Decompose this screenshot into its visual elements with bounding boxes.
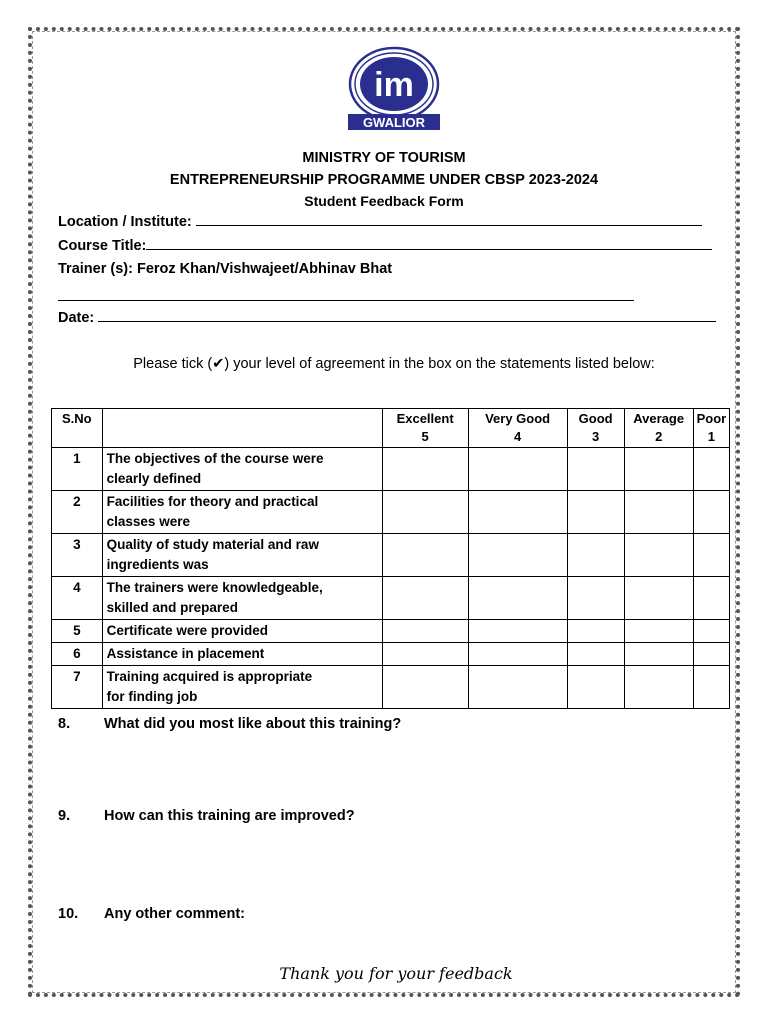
rating-cell-average[interactable] — [624, 620, 693, 643]
date-label: Date: — [58, 310, 95, 326]
logo-monogram: im — [374, 66, 414, 104]
question-9 — [58, 808, 355, 824]
rating-cell-poor[interactable] — [693, 643, 729, 666]
rating-cell-average[interactable] — [624, 666, 693, 709]
location-field[interactable] — [58, 213, 702, 230]
date-field[interactable] — [58, 309, 716, 326]
rating-cell-good[interactable] — [567, 534, 624, 577]
rating-cell-excellent[interactable] — [382, 666, 468, 709]
header-very-good: Very Good 4 — [468, 409, 567, 448]
rating-cell-very-good[interactable] — [468, 620, 567, 643]
rating-cell-average[interactable] — [624, 534, 693, 577]
rating-cell-excellent[interactable] — [382, 491, 468, 534]
location-label: Location / Institute: — [58, 214, 192, 230]
feedback-table — [51, 408, 730, 709]
header-programme: ENTREPRENEURSHIP PROGRAMME UNDER CBSP 2023-2024 — [169, 172, 599, 188]
institute-logo — [346, 46, 442, 132]
trainer-blank[interactable] — [58, 300, 634, 301]
logo-text: GWALIOR — [362, 115, 426, 130]
location-blank[interactable] — [196, 213, 702, 226]
table-row — [52, 491, 730, 534]
rating-cell-very-good[interactable] — [468, 448, 567, 491]
header-poor: Poor 1 — [693, 409, 729, 448]
rating-cell-excellent[interactable] — [382, 577, 468, 620]
instruction-text: Please tick (✔) your level of agreement in the box on the statements listed below: — [133, 356, 655, 372]
header-good: Good 3 — [567, 409, 624, 448]
question-text: What did you most like about this training? — [104, 716, 402, 732]
rating-cell-excellent[interactable] — [382, 534, 468, 577]
rating-cell-very-good[interactable] — [468, 534, 567, 577]
rating-cell-excellent[interactable] — [382, 620, 468, 643]
header-sno: S.No — [52, 409, 103, 448]
question-text: How can this training are improved? — [104, 808, 355, 824]
rating-cell-poor[interactable] — [693, 491, 729, 534]
row-sno: 7 — [52, 666, 103, 709]
row-sno: 5 — [52, 620, 103, 643]
question-text: Any other comment: — [104, 906, 245, 922]
row-sno: 4 — [52, 577, 103, 620]
table-row — [52, 643, 730, 666]
question-8 — [58, 716, 401, 732]
rating-cell-poor[interactable] — [693, 620, 729, 643]
row-sno: 3 — [52, 534, 103, 577]
header-statement — [102, 409, 382, 448]
rating-cell-poor[interactable] — [693, 534, 729, 577]
rating-cell-poor[interactable] — [693, 448, 729, 491]
rating-cell-good[interactable] — [567, 448, 624, 491]
row-sno: 2 — [52, 491, 103, 534]
question-number: 8. — [58, 716, 71, 732]
table-row — [52, 577, 730, 620]
thank-you-footer: Thank you for your feedback — [279, 964, 513, 983]
table-row — [52, 534, 730, 577]
course-label: Course Title: — [58, 238, 147, 254]
rating-cell-excellent[interactable] — [382, 643, 468, 666]
trainer-label: Trainer (s): Feroz Khan/Vishwajeet/Abhinav Bhat — [58, 261, 393, 277]
row-statement: Assistance in placement — [102, 643, 382, 666]
rating-cell-good[interactable] — [567, 577, 624, 620]
course-field[interactable] — [58, 237, 712, 254]
rating-cell-very-good[interactable] — [468, 643, 567, 666]
table-header-row — [52, 409, 730, 448]
header-ministry: MINISTRY OF TOURISM — [302, 150, 466, 166]
row-statement: Certificate were provided — [102, 620, 382, 643]
row-statement: Quality of study material and raw ingredients was — [102, 534, 382, 577]
rating-cell-very-good[interactable] — [468, 491, 567, 534]
course-blank[interactable] — [146, 237, 712, 250]
rating-cell-average[interactable] — [624, 448, 693, 491]
rating-cell-average[interactable] — [624, 577, 693, 620]
rating-cell-very-good[interactable] — [468, 666, 567, 709]
row-statement: The objectives of the course were clearly defined — [102, 448, 382, 491]
table-row — [52, 448, 730, 491]
row-statement: Facilities for theory and practical classes were — [102, 491, 382, 534]
rating-cell-good[interactable] — [567, 643, 624, 666]
header-form-title: Student Feedback Form — [304, 193, 464, 209]
row-sno: 1 — [52, 448, 103, 491]
rating-cell-average[interactable] — [624, 491, 693, 534]
rating-cell-excellent[interactable] — [382, 448, 468, 491]
rating-cell-good[interactable] — [567, 491, 624, 534]
row-statement: Training acquired is appropriate for finding job — [102, 666, 382, 709]
table-row — [52, 620, 730, 643]
row-statement: The trainers were knowledgeable, skilled and prepared — [102, 577, 382, 620]
question-number: 9. — [58, 808, 71, 824]
question-number: 10. — [58, 906, 79, 922]
header-average: Average 2 — [624, 409, 693, 448]
rating-cell-poor[interactable] — [693, 577, 729, 620]
table-row — [52, 666, 730, 709]
rating-cell-good[interactable] — [567, 666, 624, 709]
header-excellent: Excellent 5 — [382, 409, 468, 448]
rating-cell-average[interactable] — [624, 643, 693, 666]
row-sno: 6 — [52, 643, 103, 666]
rating-cell-very-good[interactable] — [468, 577, 567, 620]
rating-cell-good[interactable] — [567, 620, 624, 643]
trainer-field — [58, 261, 392, 277]
date-blank[interactable] — [98, 309, 716, 322]
question-10 — [58, 906, 245, 922]
rating-cell-poor[interactable] — [693, 666, 729, 709]
